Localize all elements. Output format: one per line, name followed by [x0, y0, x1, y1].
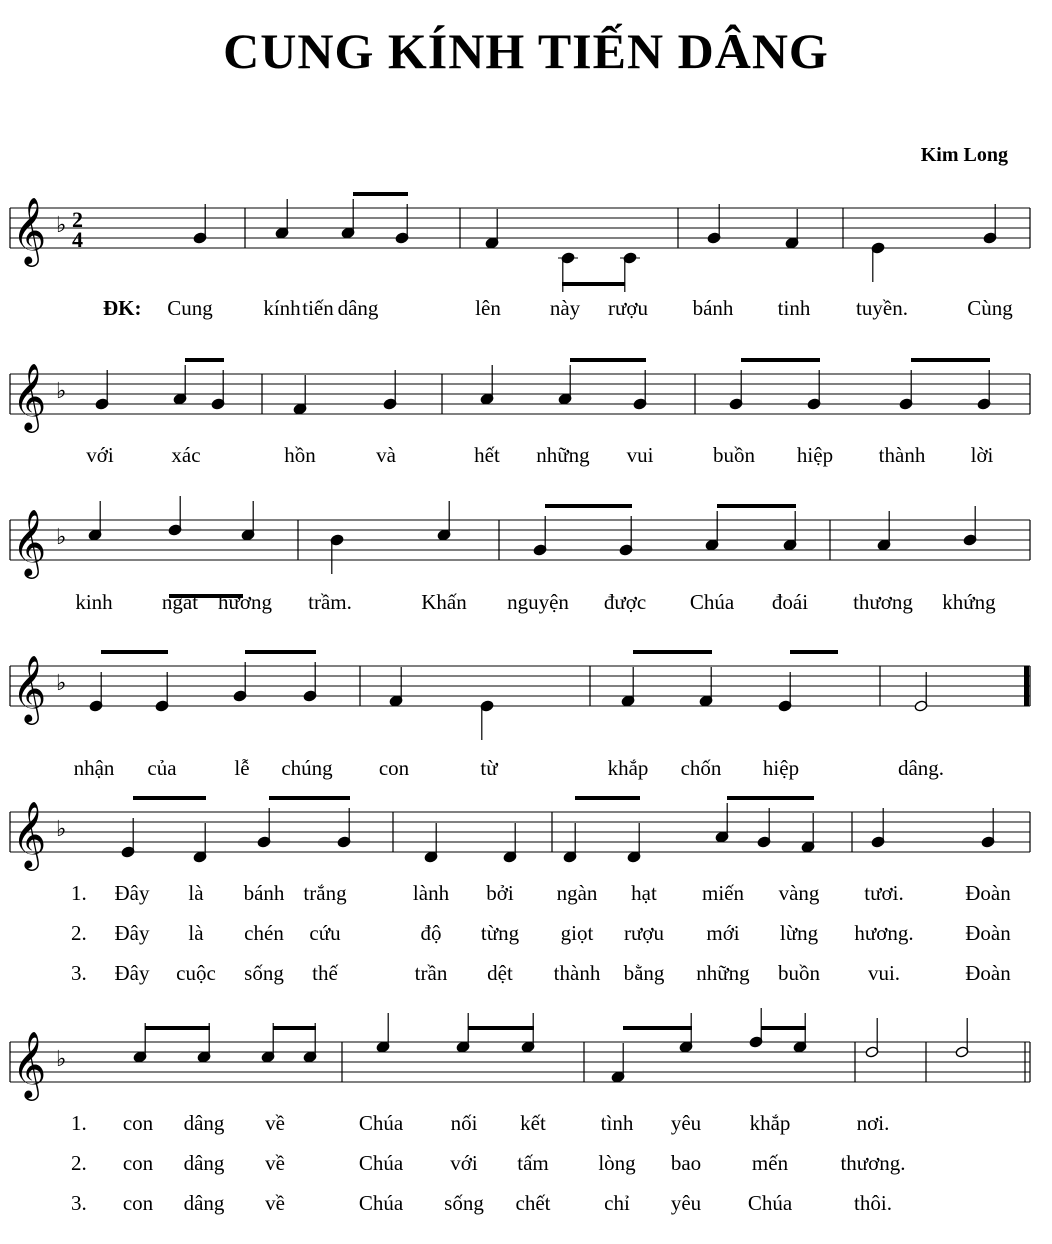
- lyric-row: [0, 1151, 1052, 1179]
- verse-label: 2.: [71, 921, 87, 945]
- lyric-syllable: thôi.: [854, 1191, 892, 1215]
- lyric-row: [0, 1111, 1052, 1139]
- lyric-syllable: thành: [553, 961, 601, 985]
- lyric-syllable: Đây: [114, 961, 150, 985]
- lyric-syllable: bánh: [243, 881, 285, 905]
- lyric-syllable: Đây: [114, 921, 150, 945]
- lyric-syllable: độ: [420, 921, 442, 945]
- staff-system-5: [0, 802, 1052, 892]
- lyric-syllable: trầm.: [308, 590, 352, 614]
- lyric-syllable: về: [265, 1111, 285, 1135]
- beam: [269, 796, 350, 800]
- lyric-syllable: Chúa: [358, 1151, 404, 1175]
- staff-system-4: [0, 656, 1052, 746]
- beam: [727, 796, 814, 800]
- lyric-syllable: những: [536, 443, 590, 467]
- lyric-syllable: tấm: [517, 1151, 549, 1175]
- lyric-syllable: yêu: [670, 1191, 702, 1215]
- lyric-syllable: kết: [520, 1111, 546, 1135]
- lyric-syllable: bao: [670, 1151, 702, 1175]
- lyric-syllable: về: [265, 1191, 285, 1215]
- lyric-syllable: chết: [515, 1191, 551, 1215]
- lyric-syllable: hiệp: [762, 756, 800, 780]
- lyric-syllable: Chúa: [747, 1191, 793, 1215]
- treble-clef-icon: 𝄞: [12, 196, 47, 264]
- lyric-syllable: cuộc: [176, 961, 216, 985]
- treble-clef-icon: 𝄞: [12, 508, 47, 576]
- verse-label: ĐK:: [103, 296, 142, 320]
- treble-clef-icon: 𝄞: [12, 654, 47, 722]
- beam: [911, 358, 990, 362]
- beam: [790, 650, 838, 654]
- flat-key-signature-icon: ♭: [56, 379, 67, 404]
- lyric-syllable: chén: [244, 921, 284, 945]
- beam: [562, 282, 625, 286]
- flat-key-signature-icon: ♭: [56, 525, 67, 550]
- lyric-syllable: dâng: [183, 1191, 225, 1215]
- flat-key-signature-icon: ♭: [56, 213, 67, 238]
- staff-system-2: [0, 364, 1052, 454]
- composer-name: Kim Long: [920, 144, 1008, 166]
- beam: [133, 796, 206, 800]
- page-title: CUNG KÍNH TIẾN DÂNG: [223, 23, 829, 79]
- lyric-syllable: trần: [414, 961, 448, 985]
- beam: [575, 796, 640, 800]
- staff-system-6: [0, 1032, 1052, 1122]
- lyric-row: [0, 296, 1052, 324]
- lyric-syllable: Chúa: [689, 590, 735, 614]
- lyric-syllable: ngát: [161, 590, 199, 614]
- lyric-syllable: tinh: [777, 296, 811, 320]
- lyric-syllable: khắp: [607, 756, 649, 780]
- beam: [245, 650, 316, 654]
- lyric-syllable: Đoàn: [965, 921, 1011, 945]
- lyric-syllable: nối: [450, 1111, 478, 1135]
- beam: [633, 650, 712, 654]
- lyric-syllable: của: [147, 756, 177, 780]
- lyric-syllable: và: [376, 443, 396, 467]
- lyric-syllable: nguyện: [507, 590, 569, 614]
- lyric-syllable: nơi.: [856, 1111, 890, 1135]
- final-barline: [1024, 666, 1029, 706]
- lyric-syllable: là: [188, 921, 204, 945]
- lyric-syllable: những: [696, 961, 750, 985]
- lyric-syllable: Chúa: [358, 1191, 404, 1215]
- lyric-syllable: nhận: [73, 756, 115, 780]
- lyric-row: [0, 881, 1052, 909]
- lyric-syllable: hương: [218, 590, 272, 614]
- lyric-syllable: rượu: [608, 296, 648, 320]
- time-signature-top: 2: [72, 207, 83, 232]
- lyric-syllable: hương.: [854, 921, 914, 945]
- lyric-syllable: con: [122, 1191, 154, 1215]
- lyric-syllable: giọt: [560, 921, 594, 945]
- lyric-syllable: Đoàn: [965, 961, 1011, 985]
- lyric-syllable: kính: [263, 296, 301, 320]
- lyric-syllable: lừng: [779, 921, 819, 945]
- beam: [623, 1026, 692, 1030]
- lyric-syllable: chốn: [680, 756, 722, 780]
- lyric-syllable: được: [603, 590, 647, 614]
- lyric-syllable: xác: [171, 443, 201, 467]
- flat-key-signature-icon: ♭: [56, 671, 67, 696]
- lyric-syllable: Đoàn: [965, 881, 1011, 905]
- lyric-syllable: buồn: [778, 961, 820, 985]
- lyric-row: [0, 921, 1052, 949]
- staff-system-3: [0, 510, 1052, 600]
- lyric-row: [0, 443, 1052, 471]
- verse-label: 3.: [71, 1191, 87, 1215]
- lyric-syllable: tươi.: [864, 881, 904, 905]
- lyric-syllable: tình: [600, 1111, 634, 1135]
- lyric-syllable: hiệp: [796, 443, 834, 467]
- treble-clef-icon: 𝄞: [12, 1030, 47, 1098]
- lyric-syllable: bằng: [623, 961, 665, 985]
- lyric-syllable: con: [122, 1111, 154, 1135]
- treble-clef-icon: 𝄞: [12, 800, 47, 868]
- beam: [741, 358, 820, 362]
- lyric-syllable: rượu: [624, 921, 664, 945]
- lyric-syllable: thế: [312, 961, 338, 985]
- lyric-syllable: đoái: [771, 590, 809, 614]
- lyric-syllable: từ: [480, 756, 498, 780]
- lyric-syllable: mến: [751, 1151, 789, 1175]
- verse-label: 1.: [71, 1111, 87, 1135]
- staff-system-1: [0, 198, 1052, 288]
- lyric-syllable: lên: [475, 296, 501, 320]
- lyric-syllable: vàng: [778, 881, 820, 905]
- lyric-syllable: thương: [853, 590, 913, 614]
- beam: [468, 1026, 534, 1030]
- lyric-row: [0, 1191, 1052, 1219]
- lyric-syllable: buồn: [713, 443, 755, 467]
- lyric-syllable: khắp: [749, 1111, 791, 1135]
- lyric-syllable: sống: [244, 961, 284, 985]
- lyric-syllable: yêu: [670, 1111, 702, 1135]
- lyric-syllable: này: [549, 296, 581, 320]
- lyric-syllable: là: [188, 881, 204, 905]
- lyric-syllable: dâng: [183, 1151, 225, 1175]
- lyric-syllable: chúng: [281, 756, 333, 780]
- lyric-syllable: Đây: [114, 881, 150, 905]
- lyric-syllable: lành: [412, 881, 450, 905]
- lyric-syllable: hồn: [284, 443, 316, 467]
- lyric-syllable: Khấn: [421, 590, 467, 614]
- verse-label: 2.: [71, 1151, 87, 1175]
- lyric-syllable: vui.: [867, 961, 901, 985]
- lyric-row: [0, 961, 1052, 989]
- lyric-syllable: trắng: [303, 881, 347, 905]
- lyric-syllable: hạt: [631, 881, 657, 905]
- lyric-syllable: kinh: [75, 590, 113, 614]
- lyric-syllable: con: [378, 756, 410, 780]
- lyric-syllable: cứu: [309, 921, 341, 945]
- lyric-syllable: thành: [878, 443, 926, 467]
- treble-clef-icon: 𝄞: [12, 362, 47, 430]
- lyric-syllable: Chúa: [358, 1111, 404, 1135]
- lyric-syllable: lòng: [598, 1151, 636, 1175]
- lyric-syllable: lời: [970, 443, 994, 467]
- beam: [101, 650, 168, 654]
- lyric-row: [0, 756, 1052, 784]
- lyric-syllable: dệt: [487, 961, 513, 985]
- lyric-syllable: lễ: [234, 756, 250, 780]
- beam: [717, 504, 796, 508]
- lyric-syllable: ngàn: [556, 881, 598, 905]
- lyric-syllable: với: [86, 443, 114, 467]
- lyric-syllable: bánh: [692, 296, 734, 320]
- lyric-syllable: với: [450, 1151, 478, 1175]
- lyric-syllable: dâng: [337, 296, 379, 320]
- lyric-syllable: Cùng: [967, 296, 1013, 320]
- lyric-syllable: dâng: [183, 1111, 225, 1135]
- beam: [273, 1026, 316, 1030]
- lyric-syllable: vui: [626, 443, 654, 467]
- lyric-syllable: sống: [444, 1191, 484, 1215]
- lyric-row: [0, 590, 1052, 618]
- lyric-syllable: hết: [474, 443, 500, 467]
- lyric-syllable: dâng.: [897, 756, 945, 780]
- beam: [145, 1026, 210, 1030]
- flat-key-signature-icon: ♭: [56, 1047, 67, 1072]
- verse-label: 3.: [71, 961, 87, 985]
- lyric-syllable: tuyền.: [856, 296, 908, 320]
- lyric-syllable: về: [265, 1151, 285, 1175]
- time-signature-bottom: 4: [72, 227, 83, 252]
- lyric-syllable: khứng: [942, 590, 996, 614]
- beam: [761, 1026, 806, 1030]
- beam: [570, 358, 646, 362]
- lyric-syllable: bởi: [486, 881, 514, 905]
- lyric-syllable: mới: [706, 921, 740, 945]
- lyric-syllable: miến: [702, 881, 744, 905]
- beam: [185, 358, 224, 362]
- lyric-syllable: chỉ: [604, 1191, 630, 1215]
- verse-label: 1.: [71, 881, 87, 905]
- lyric-syllable: Cung: [167, 296, 213, 320]
- lyric-syllable: thương.: [840, 1151, 906, 1175]
- lyric-syllable: tiến: [302, 296, 334, 320]
- beam: [545, 504, 632, 508]
- beam: [353, 192, 408, 196]
- flat-key-signature-icon: ♭: [56, 817, 67, 842]
- lyric-syllable: con: [122, 1151, 154, 1175]
- lyric-syllable: từng: [480, 921, 520, 945]
